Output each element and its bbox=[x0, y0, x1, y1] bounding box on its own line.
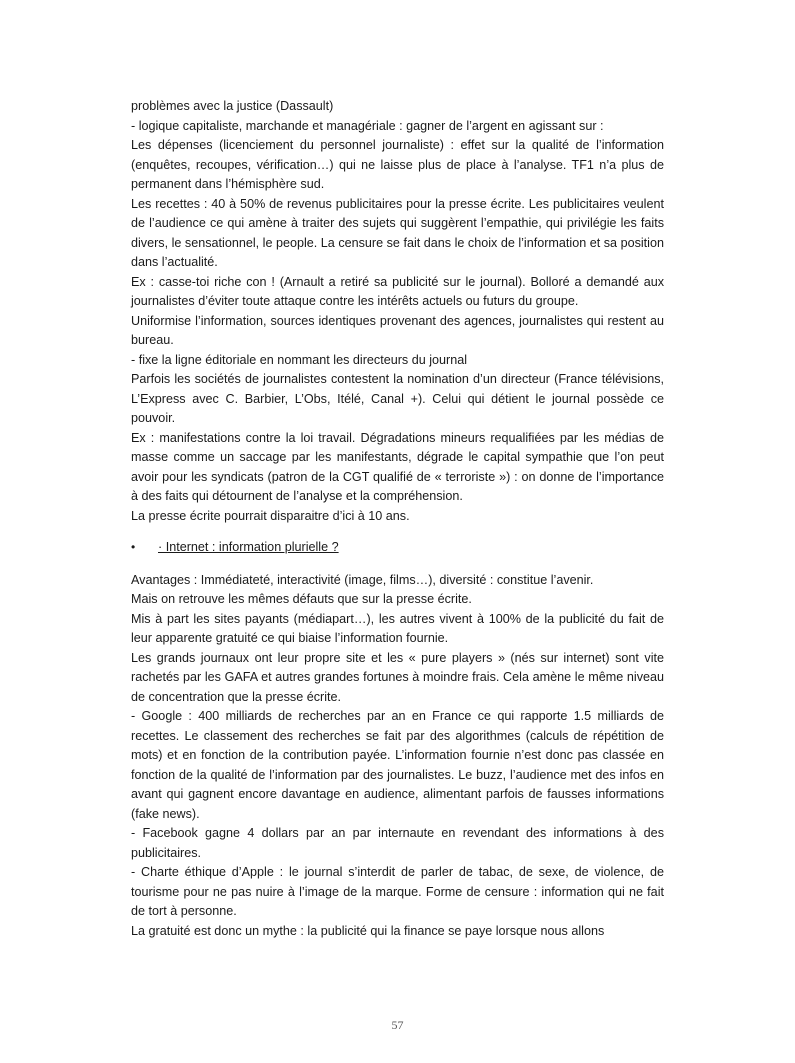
paragraph: Les grands journaux ont leur propre site et les « pure players » (nés sur internet) sont vite rachetés par les GAFA et autres grandes fortunes à moindre frais. Cela amène le même niveau de concentration que la presse écrite. bbox=[131, 650, 664, 704]
paragraph: Les dépenses (licenciement du personnel journaliste) : effet sur la qualité de l’information (enquêtes, recoupes, vérification…) qui ne laisse plus de place à l’analyse. TF1 n’a plus de permanent dans l’hémisphère sud. bbox=[131, 138, 664, 191]
section-heading: · Internet : information plurielle ? bbox=[158, 540, 339, 554]
paragraph: - logique capitaliste, marchande et managériale : gagner de l’argent en agissant sur : bbox=[131, 118, 604, 133]
section-bullet bbox=[131, 538, 664, 558]
paragraph: - Google : 400 milliards de recherches par an en France ce qui rapporte 1.5 milliards de recettes. Le classement des recherches se fait par des algorithmes (calculs de répétition de mots) et en fonction de la contribution payée. L’information fournie n’est donc pas classée en fonction de la qualité de l’information par des journalistes. Le buzz, l’audience met des infos en avant qui gagnent encore davantage en audience, alimentant parfois de fausses informations (fake news). bbox=[131, 709, 664, 821]
paragraph: Ex : manifestations contre la loi travail. Dégradations mineurs requalifiées par les médias de masse comme un saccage par les manifestants, dégrade le capital sympathie que l’on peut avoir pour les syndicats (patron de la CGT qualifié de « terroriste ») : on donne de l’importance à des faits qui détournent de l’analyse et la compréhension. bbox=[131, 430, 664, 503]
paragraph: Mais on retrouve les mêmes défauts que sur la presse écrite. bbox=[131, 592, 472, 606]
paragraph: - Facebook gagne 4 dollars par an par internaute en revendant des informations à des publicitaires. bbox=[131, 826, 664, 860]
paragraph: Avantages : Immédiateté, interactivité (image, films…), diversité : constitue l’avenir. bbox=[131, 572, 594, 587]
paragraph: La presse écrite pourrait disparaitre d’ici à 10 ans. bbox=[131, 508, 410, 523]
paragraph: Parfois les sociétés de journalistes contestent la nomination d’un directeur (France télévisions, L’Express avec C. Barbier, L’Obs, Itélé, Canal +). Celui qui détient le journal possède ce pouvoir. bbox=[131, 372, 664, 425]
paragraph: La gratuité est donc un mythe : la publicité qui la finance se paye lorsque nous allons bbox=[131, 923, 605, 938]
paragraph: problèmes avec la justice (Dassault) bbox=[131, 99, 334, 113]
paragraph: - Charte éthique d’Apple : le journal s’interdit de parler de tabac, de sexe, de violence, de tourisme pour ne pas nuire à l’image de la marque. Forme de censure : information qui ne fait de tort à personne. bbox=[131, 865, 664, 918]
paragraph: - fixe la ligne éditoriale en nommant les directeurs du journal bbox=[131, 352, 468, 367]
paragraph: Mis à part les sites payants (médiapart…), les autres vivent à 100% de la publicité du fait de leur apparente gratuité ce qui biaise l’information fournie. bbox=[131, 611, 664, 645]
paragraph: Les recettes : 40 à 50% de revenus publicitaires pour la presse écrite. Les publicitaires veulent de l’audience ce qui amène à traiter des sujets qui suggèrent l’empathie, qui privilégie les faits divers, le sensationnel, le people. La censure se fait dans le choix de l’information et sa position dans l’actualité. bbox=[131, 196, 664, 269]
document-page bbox=[131, 97, 664, 941]
page-number: 57 bbox=[391, 1018, 404, 1032]
bullet-marker: • bbox=[131, 540, 136, 554]
paragraph: Ex : casse-toi riche con ! (Arnault a retiré sa publicité sur le journal). Bolloré a demandé aux journalistes d’éviter toute attaque contre les intérêts actuels ou futurs du groupe. bbox=[131, 274, 664, 308]
paragraph: Uniformise l’information, sources identiques provenant des agences, journalistes qui restent au bureau. bbox=[131, 313, 664, 347]
